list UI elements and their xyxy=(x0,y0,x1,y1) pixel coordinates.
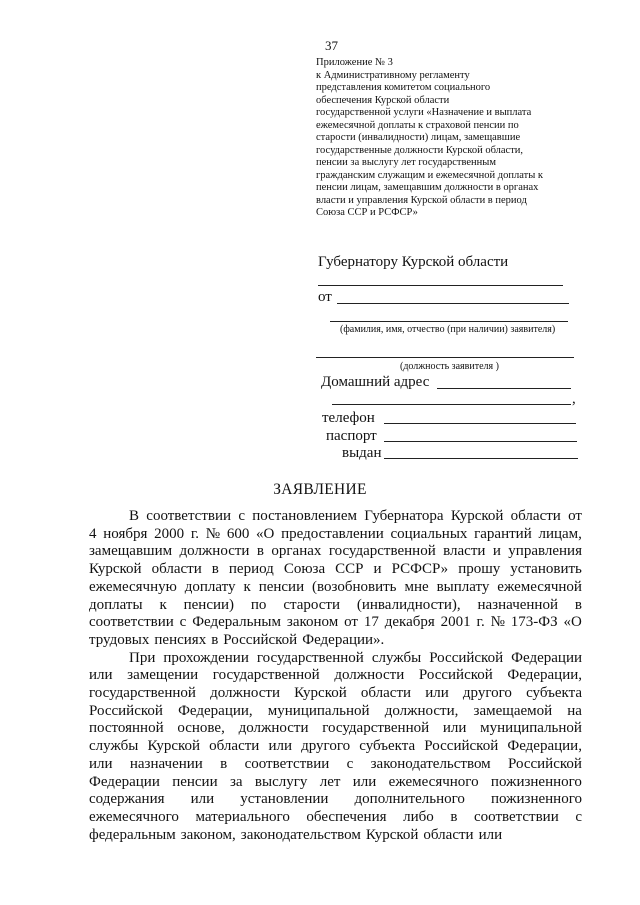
page-number: 37 xyxy=(325,38,338,53)
appendix-line: ежемесячной доплаты к страховой пенсии по xyxy=(316,119,519,131)
name-field-line[interactable] xyxy=(330,321,568,322)
body-line: замещавшим должности в органах государственной власти и управления xyxy=(89,543,582,560)
appendix-line: Союза ССР и РСФСР» xyxy=(316,207,418,218)
home-address-field-line-2[interactable] xyxy=(332,404,571,405)
body-line: Российской Федерации, муниципальной должности, замещаемой на xyxy=(89,702,582,719)
position-caption: (должность заявителя ) xyxy=(400,361,499,372)
body-line: соответствии с Федеральным законом от 17 декабря 2001 г. № 173-ФЗ «О xyxy=(89,614,582,631)
body-line: 4 ноября 2000 г. № 600 «О предоставлении социальных гарантий лицам, xyxy=(89,525,582,542)
body-line: Курской области в период Союза ССР и РСФСР» прошу установить xyxy=(89,561,582,578)
addressee-heading: Губернатору Курской области xyxy=(318,254,509,270)
body-line: трудовых пенсиях в Российской Федерации». xyxy=(89,631,385,648)
phone-field-line[interactable] xyxy=(384,423,576,424)
body-line: содержания или установлении дополнительного пожизненного xyxy=(89,791,582,808)
body-line: федеральным законом, законодательством Курской области или xyxy=(89,826,503,843)
appendix-line: гражданским служащим и ежемесячной доплаты к xyxy=(316,169,543,181)
appendix-block xyxy=(316,57,616,220)
position-field-line[interactable] xyxy=(316,357,574,358)
appendix-line: обеспечения Курской области xyxy=(316,94,450,106)
document-title: ЗАЯВЛЕНИЕ xyxy=(273,481,367,498)
body-line: ежемесячную доплату к пенсии (возобновить мне выплату ежемесячной xyxy=(89,578,582,595)
appendix-line: к Административному регламенту xyxy=(316,69,470,81)
body-line: или назначении в соответствии с законодательством Российской xyxy=(89,755,582,772)
home-address-label: Домашний адрес xyxy=(321,374,430,390)
appendix-line: власти и управления Курской области в период xyxy=(316,194,527,206)
name-caption: (фамилия, имя, отчество (при наличии) заявителя) xyxy=(340,324,556,335)
passport-field-line[interactable] xyxy=(384,441,577,442)
body-line: службы Курской области или другого субъекта Российской Федерации, xyxy=(89,738,582,755)
body-line: В соответствии с постановлением Губернатора Курской области от xyxy=(129,508,582,524)
body-line: ежемесячного материального обеспечения либо в соответствии с xyxy=(89,808,582,825)
appendix-line: Приложение № 3 xyxy=(316,57,393,68)
appendix-line: представления комитетом социального xyxy=(316,82,491,93)
body-line: или замещении государственной должности Российской Федерации, xyxy=(89,667,582,684)
issued-field-line[interactable] xyxy=(384,458,578,459)
appendix-line: государственные должности Курской области, xyxy=(316,144,524,156)
body-line: государственной должности Курской области или другого субъекта xyxy=(89,685,582,702)
from-field-line[interactable] xyxy=(337,303,569,304)
appendix-line: старости (инвалидности) лицам, замещавшие xyxy=(316,132,521,143)
appendix-line: государственной услуги «Назначение и выплата xyxy=(316,107,532,118)
application-body xyxy=(89,508,582,844)
body-line: При прохождении государственной службы Российской Федерации xyxy=(129,649,582,666)
passport-label: паспорт xyxy=(326,428,377,444)
home-address-field-line[interactable] xyxy=(437,388,571,389)
addressee-blank-line xyxy=(318,285,563,286)
body-line: постоянной основе, должности государственной или муниципальной xyxy=(89,720,582,737)
appendix-line: пенсии лицам, замещавшим должности в органах xyxy=(316,182,539,193)
issued-label: выдан xyxy=(342,445,382,461)
phone-label: телефон xyxy=(322,410,375,426)
body-line: доплаты к пенсии) по старости (инвалидности), назначенной в xyxy=(89,596,582,613)
body-line: Федерации пенсии за выслугу лет или ежемесячного пожизненного xyxy=(89,773,582,790)
appendix-line: пенсии за выслугу лет государственным xyxy=(316,157,496,168)
address-comma: , xyxy=(572,391,576,407)
from-label: от xyxy=(318,289,332,305)
